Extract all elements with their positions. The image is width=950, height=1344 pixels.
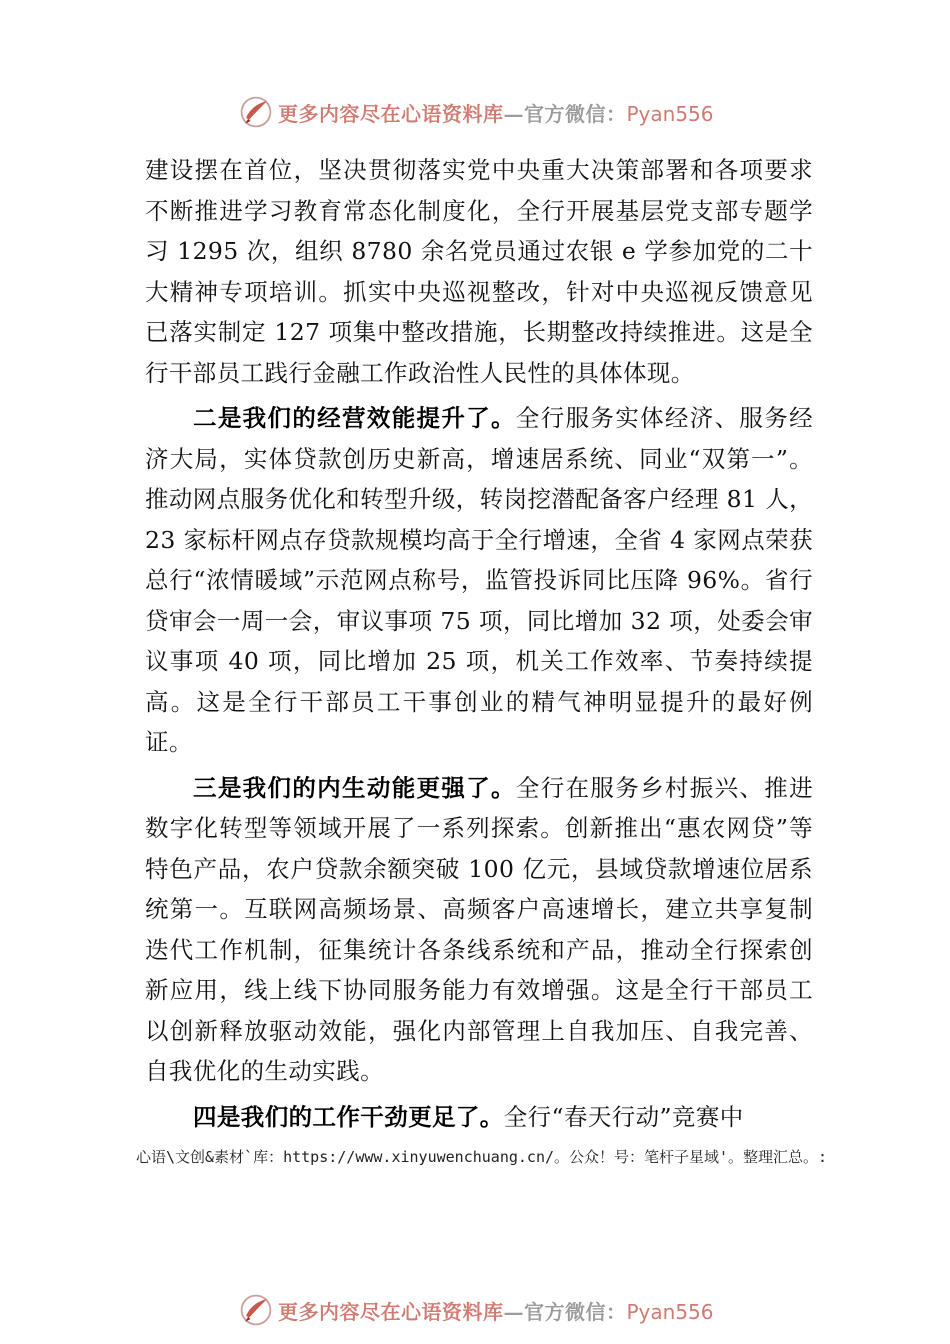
paragraph-2-heading: 二是我们的经营效能提升了。 bbox=[193, 404, 516, 432]
paragraph-4-text: 全行“春天行动”竞赛中 bbox=[503, 1102, 744, 1131]
paragraph-3 bbox=[145, 768, 813, 1092]
brush-pen-logo-icon bbox=[238, 94, 274, 130]
footer-banner-content bbox=[238, 1290, 714, 1330]
paragraph-2 bbox=[145, 398, 813, 763]
brush-pen-logo-icon bbox=[238, 1292, 274, 1328]
footer-banner-text: 更多内容尽在心语资料库—官方微信：Pyan556 bbox=[278, 1299, 714, 1324]
source-footnote: 心语\文创&素材`库：https://www.xinyuwenchuang.cn/。公众！号：笔杆子星域'。整理汇总。: bbox=[136, 1148, 828, 1166]
paragraph-3-heading: 三是我们的内生动能更强了。 bbox=[193, 773, 516, 802]
paragraph-4-heading: 四是我们的工作干劲更足了。 bbox=[193, 1102, 504, 1131]
footer-banner bbox=[0, 1290, 950, 1330]
header-banner-content bbox=[238, 92, 714, 132]
paragraph-4 bbox=[145, 1097, 813, 1138]
paragraph-2-text: 全行服务实体经济、服务经济大局，实体贷款创历史新高，增速居系统、同业“双第一”。推动网点服务优化和转型升级，转岗挖潜配备客户经理 81 人，23 家标杆网点存贷款规模均高于全行增速，全省 4 家网点荣获总行“浓情暖域”示范网点称号，监管投诉同比压降 96%。省行贷审会一周一会，审议事项 75 项，同比增加 32 项，处委会审议事项 40 项，同比增加 25 项，机关工作效率、节奏持续提高。这是全行干部员工干事创业的精气神明显提升的最好例证。 bbox=[145, 404, 813, 756]
paragraph-3-text: 全行在服务乡村振兴、推进数字化转型等领域开展了一系列探索。创新推出“惠农网贷”等特色产品，农户贷款余额突破 100 亿元，县域贷款增速位居系统第一。互联网高频场景、高频客户高速增长，建立共享复制迭代工作机制，征集统计各条线系统和产品，推动全行探索创新应用，线上线下协同服务能力有效增强。这是全行干部员工以创新释放驱动效能，强化内部管理上自我加压、自我完善、自我优化的生动实践。 bbox=[145, 773, 813, 1085]
header-banner-text: 更多内容尽在心语资料库—官方微信：Pyan556 bbox=[278, 101, 714, 126]
header-banner bbox=[0, 92, 950, 132]
paragraph-1: 建设摆在首位，坚决贯彻落实党中央重大决策部署和各项要求不断推进学习教育常态化制度化，全行开展基层党支部专题学习 1295 次，组织 8780 余名党员通过农银 e 学参加党的二十大精神专项培训。抓实中央巡视整改，针对中央巡视反馈意见已落实制定 127 项集中整改措施，长期整改持续推进。这是全行干部员工践行金融工作政治性人民性的具体体现。 bbox=[145, 156, 813, 387]
document-body bbox=[145, 150, 813, 1137]
